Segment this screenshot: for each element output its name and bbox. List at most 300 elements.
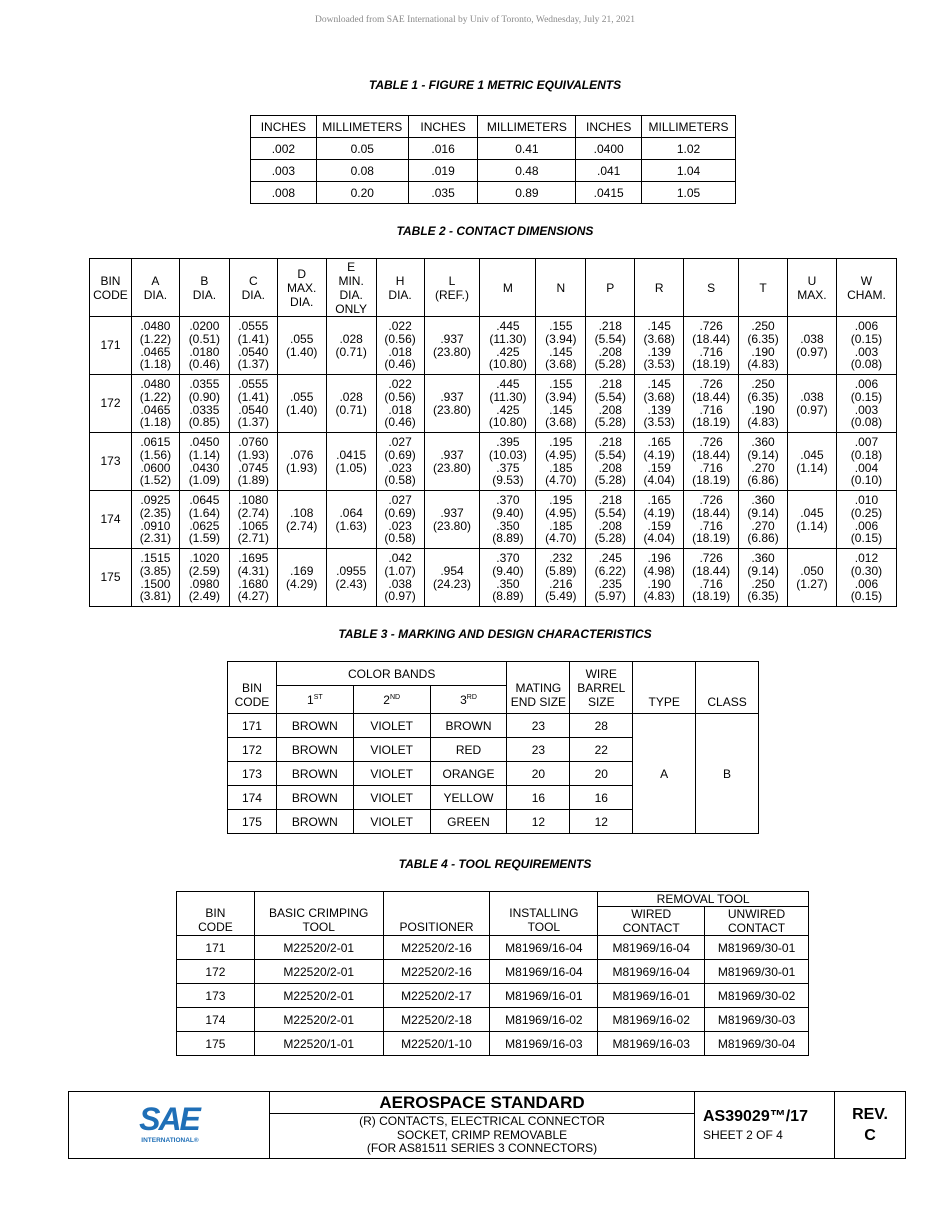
cell-line: H <box>395 273 405 288</box>
cell-line: .0555 <box>238 318 269 333</box>
t2-cell <box>684 317 739 375</box>
cell-line: (1.56) <box>139 447 172 462</box>
cell-line: .0540 <box>238 344 269 359</box>
t1-cell: 1.04 <box>642 160 736 182</box>
t3-cell: 16 <box>507 786 570 810</box>
t1-cell: .003 <box>251 160 317 182</box>
cell-line: .726 <box>699 550 723 565</box>
marking-characteristics-table <box>227 661 759 834</box>
t2-header-cell <box>229 259 277 317</box>
t4-header-removal: REMOVAL TOOL <box>598 892 809 907</box>
t4-header-installing: INSTALLING TOOL <box>490 892 598 936</box>
t2-cell <box>788 433 837 491</box>
t2-cell <box>788 549 837 607</box>
t1-header-cell: INCHES <box>576 116 642 138</box>
table2-title: TABLE 2 - CONTACT DIMENSIONS <box>396 224 594 238</box>
t3-cell: BROWN <box>430 714 507 738</box>
revision-label: REV. <box>852 1106 888 1123</box>
t2-cell <box>836 317 896 375</box>
band-ordinal: ST <box>313 693 323 701</box>
cell-line: (5.28) <box>594 357 626 372</box>
cell-line: (0.69) <box>384 447 416 462</box>
cell-line: (0.97) <box>796 344 828 359</box>
cell-line: .716 <box>699 402 723 417</box>
t2-header-cell <box>326 259 376 317</box>
t2-bin-cell: 173 <box>90 433 132 491</box>
cell-line: (4.70) <box>545 473 577 488</box>
cell-line: .012 <box>854 550 879 565</box>
t4-cell: M22520/2-01 <box>254 984 383 1008</box>
cell-line: (4.70) <box>545 531 577 546</box>
band-number: 1 <box>307 692 314 707</box>
t4-cell: M81969/16-02 <box>598 1008 705 1032</box>
cell-line: (1.22) <box>139 389 172 404</box>
t2-cell <box>836 433 896 491</box>
cell-line: (1.41) <box>237 389 269 404</box>
t3-header-band <box>430 686 507 714</box>
t2-header-cell <box>684 259 739 317</box>
document-subtitle-line-2: SOCKET, CRIMP REMOVABLE <box>396 1127 568 1142</box>
t1-cell: 0.05 <box>316 138 408 160</box>
t4-cell: M22520/1-01 <box>254 1032 383 1056</box>
t2-cell <box>131 375 179 433</box>
cell-line: (5.54) <box>594 505 626 520</box>
t4-cell: M81969/30-01 <box>705 960 809 984</box>
cell-line: .370 <box>496 550 520 565</box>
cell-line: (3.94) <box>545 389 577 404</box>
cell-line: DIA. <box>241 287 265 302</box>
t2-cell <box>131 433 179 491</box>
cell-line: (1.18) <box>139 415 172 430</box>
cell-line: .218 <box>598 434 622 449</box>
cell-line: .190 <box>647 576 671 591</box>
t1-cell: 1.02 <box>642 138 736 160</box>
cell-line: .216 <box>549 576 573 591</box>
t4-cell: M81969/30-01 <box>705 936 809 960</box>
t3-cell: BROWN <box>276 786 353 810</box>
t4-cell: M81969/30-04 <box>705 1032 809 1056</box>
t1-cell: 0.89 <box>478 182 576 204</box>
t2-cell <box>424 375 480 433</box>
cell-line: .375 <box>496 460 520 475</box>
t4-header-bin: BIN CODE <box>177 892 255 936</box>
t2-cell <box>376 491 424 549</box>
sae-logo-subtext: INTERNATIONAL® <box>141 1137 199 1144</box>
t2-cell <box>536 549 586 607</box>
cell-line: MAX. <box>287 280 317 295</box>
cell-line: (3.53) <box>643 357 675 372</box>
cell-line: M <box>502 280 513 295</box>
t4-cell: M81969/30-02 <box>705 984 809 1008</box>
t3-cell: 175 <box>228 810 277 834</box>
cell-line: (3.85) <box>139 563 172 578</box>
t1-cell: .041 <box>576 160 642 182</box>
cell-line: .145 <box>549 344 573 359</box>
cell-line: .023 <box>388 460 412 475</box>
t1-cell: .008 <box>251 182 317 204</box>
table-row <box>177 936 809 960</box>
t2-cell <box>277 433 326 491</box>
cell-line: .726 <box>699 434 723 449</box>
cell-line: (0.15) <box>850 389 883 404</box>
cell-line: .055 <box>290 389 314 404</box>
cell-line: D <box>297 266 307 281</box>
cell-line: (4.95) <box>545 505 577 520</box>
table-row <box>177 984 809 1008</box>
t2-cell <box>480 375 536 433</box>
cell-line: .006 <box>854 576 879 591</box>
t3-header-band <box>353 686 430 714</box>
cell-line: (2.74) <box>237 505 269 520</box>
t2-cell <box>536 433 586 491</box>
cell-line: C <box>248 273 258 288</box>
band-number: 3 <box>460 692 467 707</box>
t2-cell <box>131 317 179 375</box>
table1-title: TABLE 1 - FIGURE 1 METRIC EQUIVALENTS <box>368 78 622 92</box>
t4-cell: M22520/2-01 <box>254 960 383 984</box>
cell-line: .0615 <box>140 434 171 449</box>
t3-cell: VIOLET <box>353 738 430 762</box>
t2-cell <box>739 549 788 607</box>
cell-line: (24.23) <box>432 576 472 591</box>
cell-line: .1680 <box>238 576 269 591</box>
cell-line: (23.80) <box>432 460 472 475</box>
t1-cell: 0.08 <box>316 160 408 182</box>
cell-line: (10.80) <box>488 415 527 430</box>
t2-cell <box>376 317 424 375</box>
t2-header-cell <box>480 259 536 317</box>
cell-line: (18.44) <box>692 331 731 346</box>
cell-line: .006 <box>854 518 879 533</box>
cell-line: (4.04) <box>643 531 675 546</box>
cell-line: .159 <box>647 518 671 533</box>
t2-cell <box>179 433 229 491</box>
t4-cell: M81969/16-03 <box>490 1032 598 1056</box>
cell-line: .425 <box>496 344 520 359</box>
cell-line: (1.22) <box>139 331 172 346</box>
cell-line: (4.31) <box>237 563 269 578</box>
cell-line: (10.80) <box>488 357 527 372</box>
t4-cell: M22520/1-10 <box>383 1032 490 1056</box>
cell-line: .145 <box>647 318 671 333</box>
t2-cell <box>635 549 684 607</box>
cell-line: (5.54) <box>594 447 626 462</box>
cell-line: .0625 <box>189 518 220 533</box>
t3-cell: 12 <box>570 810 633 834</box>
t2-cell <box>586 491 635 549</box>
cell-line: (0.15) <box>850 589 883 604</box>
t4-header-positioner: POSITIONER <box>383 892 490 936</box>
cell-line: .445 <box>496 376 520 391</box>
cell-line: (3.68) <box>545 415 577 430</box>
t2-cell <box>635 491 684 549</box>
t4-cell: 172 <box>177 960 255 984</box>
cell-line: .0980 <box>189 576 220 591</box>
t2-cell <box>635 317 684 375</box>
t2-cell <box>480 549 536 607</box>
cell-line: (1.37) <box>237 415 269 430</box>
cell-line: (0.97) <box>384 589 416 604</box>
t2-cell <box>788 375 837 433</box>
t2-cell <box>739 375 788 433</box>
t1-header-cell: MILLIMETERS <box>642 116 736 138</box>
t2-cell <box>376 433 424 491</box>
cell-line: .028 <box>339 331 363 346</box>
t4-header-wired: WIRED CONTACT <box>598 907 705 936</box>
t1-cell: .019 <box>408 160 478 182</box>
cell-line: .038 <box>800 331 824 346</box>
t2-cell <box>376 375 424 433</box>
cell-line: (5.54) <box>594 389 626 404</box>
cell-line: (4.27) <box>237 589 269 604</box>
cell-line: U <box>807 273 817 288</box>
cell-line: .0465 <box>140 344 171 359</box>
cell-line: (1.64) <box>188 505 221 520</box>
t2-cell <box>326 549 376 607</box>
t4-cell: M22520/2-17 <box>383 984 490 1008</box>
t2-cell <box>788 491 837 549</box>
table-row <box>177 1032 809 1056</box>
cell-line: (2.43) <box>335 576 367 591</box>
metric-equivalents-table <box>250 115 736 204</box>
cell-line: .003 <box>854 344 879 359</box>
cell-line: .0430 <box>189 460 220 475</box>
cell-line: (1.93) <box>286 460 318 475</box>
t4-cell: M81969/16-04 <box>598 936 705 960</box>
t2-cell <box>229 317 277 375</box>
cell-line: (4.98) <box>643 563 675 578</box>
t2-cell <box>326 433 376 491</box>
cell-line: DIA. <box>388 287 412 302</box>
cell-line: .0415 <box>336 447 367 462</box>
t3-header-type: TYPE <box>633 662 696 714</box>
cell-line: .076 <box>290 447 314 462</box>
t4-cell: M81969/16-01 <box>598 984 705 1008</box>
sae-logo-text: SAE <box>139 1101 199 1137</box>
t1-header-cell: MILLIMETERS <box>478 116 576 138</box>
t4-cell: M22520/2-18 <box>383 1008 490 1032</box>
cell-line: BIN <box>100 273 121 288</box>
document-subtitle-line-3: (FOR AS81511 SERIES 3 CONNECTORS) <box>366 1141 598 1155</box>
cell-line: .050 <box>800 563 824 578</box>
cell-line: (1.52) <box>139 473 172 488</box>
t2-cell <box>424 433 480 491</box>
cell-line: (4.29) <box>286 576 318 591</box>
cell-line: .010 <box>854 492 879 507</box>
cell-line: .155 <box>549 318 573 333</box>
title-block-logo-cell <box>69 1092 270 1158</box>
cell-line: .445 <box>496 318 520 333</box>
t3-cell: VIOLET <box>353 762 430 786</box>
cell-line: .018 <box>388 402 412 417</box>
t2-cell <box>229 433 277 491</box>
t3-cell: 22 <box>570 738 633 762</box>
cell-line: (2.74) <box>286 518 318 533</box>
title-block-title-cell <box>270 1092 695 1158</box>
t3-cell: VIOLET <box>353 714 430 738</box>
cell-line: .250 <box>751 576 775 591</box>
cell-line: (0.58) <box>384 531 416 546</box>
t4-cell: M22520/2-16 <box>383 936 490 960</box>
cell-line: (1.93) <box>237 447 269 462</box>
cell-line: (3.68) <box>643 389 675 404</box>
t2-cell <box>684 549 739 607</box>
t2-cell <box>277 375 326 433</box>
t3-cell: 173 <box>228 762 277 786</box>
document-subtitle-line-1: (R) CONTACTS, ELECTRICAL CONNECTOR <box>359 1114 605 1128</box>
cell-line: .055 <box>290 331 314 346</box>
cell-line: (1.07) <box>384 563 416 578</box>
cell-line: (0.10) <box>850 473 883 488</box>
cell-line: .139 <box>647 344 671 359</box>
cell-line: .022 <box>388 376 412 391</box>
cell-line: (0.15) <box>850 331 883 346</box>
t2-cell <box>277 491 326 549</box>
t4-cell: 173 <box>177 984 255 1008</box>
cell-line: (0.51) <box>188 331 221 346</box>
cell-line: (18.44) <box>692 447 731 462</box>
t2-cell <box>480 433 536 491</box>
cell-line: (6.35) <box>747 589 779 604</box>
cell-line: (0.25) <box>850 505 883 520</box>
t4-header-unwired: UNWIRED CONTACT <box>705 907 809 936</box>
cell-line: .0745 <box>238 460 269 475</box>
t4-cell: M22520/2-01 <box>254 936 383 960</box>
t2-cell <box>684 491 739 549</box>
cell-line: DIA. <box>143 287 168 302</box>
cell-line: (1.40) <box>286 402 318 417</box>
t2-cell <box>586 375 635 433</box>
cell-line: E <box>347 259 356 274</box>
cell-line: MAX. <box>797 287 827 302</box>
t1-cell: .0400 <box>576 138 642 160</box>
title-block-doc-cell <box>695 1092 835 1158</box>
cell-line: .185 <box>549 518 573 533</box>
t3-cell: 20 <box>570 762 633 786</box>
table-row <box>90 433 897 491</box>
t3-cell: BROWN <box>276 738 353 762</box>
cell-line: (0.46) <box>384 415 416 430</box>
t2-cell <box>739 433 788 491</box>
cell-line: .0355 <box>189 376 220 391</box>
cell-line: DIA. <box>192 287 217 302</box>
t2-header-cell <box>376 259 424 317</box>
cell-line: .360 <box>751 492 775 507</box>
cell-line: .159 <box>647 460 671 475</box>
cell-line: .003 <box>854 402 879 417</box>
cell-line: (11.30) <box>489 389 527 404</box>
t2-bin-cell: 172 <box>90 375 132 433</box>
cell-line: .350 <box>496 576 520 591</box>
cell-line: P <box>606 280 615 295</box>
document-number: AS39029™/17 <box>703 1108 808 1125</box>
cell-line: .045 <box>800 505 824 520</box>
cell-line: (11.30) <box>489 331 527 346</box>
cell-line: (9.53) <box>492 473 524 488</box>
sheet-number: SHEET 2 OF 4 <box>703 1128 783 1142</box>
cell-line: (0.71) <box>335 344 367 359</box>
t2-header-cell <box>635 259 684 317</box>
t2-cell <box>586 549 635 607</box>
cell-line: (0.56) <box>384 389 416 404</box>
cell-line: (2.59) <box>188 563 221 578</box>
cell-line: .0910 <box>140 518 171 533</box>
cell-line: .165 <box>647 492 671 507</box>
t4-cell: M81969/30-03 <box>705 1008 809 1032</box>
cell-line: .0180 <box>189 344 220 359</box>
contact-dimensions-table <box>89 258 897 607</box>
t2-cell <box>179 549 229 607</box>
t2-cell <box>424 549 480 607</box>
cell-line: .395 <box>496 434 520 449</box>
t4-cell: 174 <box>177 1008 255 1032</box>
band-ordinal: ND <box>389 693 401 701</box>
table-row <box>228 714 759 738</box>
cell-line: (18.19) <box>692 589 731 604</box>
cell-line: (9.14) <box>747 563 779 578</box>
t3-header-bin: BIN CODE <box>228 662 277 714</box>
cell-line: (9.40) <box>492 563 524 578</box>
cell-line: .716 <box>699 344 723 359</box>
t3-cell: 23 <box>507 714 570 738</box>
cell-line: .0540 <box>238 402 269 417</box>
t3-cell: YELLOW <box>430 786 507 810</box>
t2-cell <box>424 317 480 375</box>
cell-line: .027 <box>388 434 412 449</box>
band-ordinal: RD <box>466 693 477 701</box>
cell-line: (5.28) <box>594 473 626 488</box>
cell-line: .195 <box>549 492 573 507</box>
t2-cell <box>480 317 536 375</box>
t2-header-cell <box>179 259 229 317</box>
cell-line: .937 <box>440 389 464 404</box>
t2-header-cell <box>424 259 480 317</box>
t2-cell <box>277 317 326 375</box>
cell-line: .218 <box>598 318 622 333</box>
t2-bin-cell: 175 <box>90 549 132 607</box>
t4-cell: M81969/16-04 <box>490 936 598 960</box>
cell-line: ONLY <box>335 301 368 316</box>
t2-cell <box>376 549 424 607</box>
cell-line: T <box>759 280 767 295</box>
t2-cell <box>635 375 684 433</box>
cell-line: .022 <box>388 318 412 333</box>
cell-line: (6.35) <box>747 389 779 404</box>
cell-line: (1.37) <box>237 357 269 372</box>
cell-line: .370 <box>496 492 520 507</box>
t3-cell: GREEN <box>430 810 507 834</box>
cell-line: .208 <box>598 402 622 417</box>
cell-line: (1.18) <box>139 357 172 372</box>
sae-logo <box>69 1092 269 1158</box>
cell-line: .937 <box>440 505 464 520</box>
cell-line: (1.63) <box>335 518 367 533</box>
table-row <box>251 160 736 182</box>
cell-line: (23.80) <box>432 518 472 533</box>
cell-line: (1.40) <box>286 344 318 359</box>
cell-line: .1020 <box>189 550 220 565</box>
cell-line: .716 <box>699 460 723 475</box>
cell-line: .726 <box>699 376 723 391</box>
t2-cell <box>684 375 739 433</box>
cell-line: (5.49) <box>545 589 577 604</box>
cell-line: .716 <box>699 518 723 533</box>
cell-line: (3.53) <box>643 415 675 430</box>
cell-line: .360 <box>751 550 775 565</box>
cell-line: .169 <box>290 563 314 578</box>
t1-cell: 1.05 <box>642 182 736 204</box>
t3-header-wire-barrel: WIRE BARREL SIZE <box>570 662 633 714</box>
